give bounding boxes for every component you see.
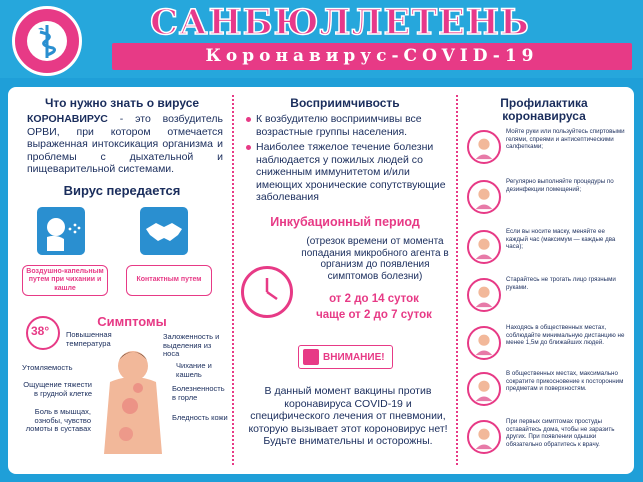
susceptibility-bullet-1: К возбудителю восприимчивы все возрастные группы населения. [256, 113, 422, 138]
incubation-heading: Инкубационный период [270, 215, 420, 229]
symptoms-heading: Симптомы [97, 314, 167, 329]
symptom-pain: Боль в мышцах, ознобы, чувство ломоты в суставах [25, 407, 91, 433]
face-touch-icon [467, 278, 501, 312]
transmission-airborne: Воздушно-капельным путем при чихании и кашле [22, 265, 108, 296]
divider-2 [456, 95, 458, 465]
header [0, 0, 643, 78]
man-illustration [92, 342, 174, 454]
disinfect-icon [467, 180, 501, 214]
logo-snake-icon [12, 6, 82, 76]
symptom-throat: Болезненность в горле [172, 384, 225, 402]
incubation-range-2: чаще от 2 до 7 суток [316, 309, 432, 321]
bullet-dot-2 [246, 145, 251, 150]
subtitle: Коронавирус-COVID-19 [205, 46, 539, 66]
virus-heading: Что нужно знать о вирусе [44, 96, 200, 110]
symptom-sneeze: Чихание и кашель [176, 361, 212, 379]
no-touch-icon [467, 372, 501, 406]
virus-intro-text: - это возбудитель ОРВИ, при котором отмечается выраженная интоксикация организма и проблемы с дыхательной и пищеварительной системами. [27, 113, 223, 175]
sneeze-icon [37, 207, 85, 255]
prevention-item-3: Если вы носите маску, меняйте ее каждый час (максимум — каждые два часа); [506, 228, 616, 250]
clock-icon [241, 266, 293, 318]
susceptibility-heading: Восприимчивость [290, 96, 400, 110]
symptom-fever: Повышенная температура [66, 330, 112, 348]
temp-badge: 38° [31, 324, 50, 338]
prevention-item-4: Старайтесь не трогать лицо грязными руками. [506, 276, 616, 291]
hand-wash-icon [467, 130, 501, 164]
symptom-nose: Заложенность и выделения из носа [163, 332, 220, 358]
prevention-heading-2: коронавируса [502, 109, 586, 123]
symptom-fatigue: Утомляемость [22, 363, 73, 372]
incubation-range-1: от 2 до 14 суток [329, 293, 419, 305]
handshake-icon [140, 207, 188, 255]
virus-intro [27, 113, 223, 176]
closing-note: В данный момент вакцины против коронавируса COVID-19 и специфического лечения от пневмонии, которую вызывает этот короновирус нет! Будьте внимательны и осторожны. [248, 385, 448, 447]
stay-home-icon [467, 420, 501, 454]
transmission-contact: Контактным путем [126, 265, 212, 296]
subtitle-bar [112, 43, 632, 70]
incubation-description: (отрезок времени от момента попадания микробного агента в организм до появления симптомов болезни) [301, 236, 449, 282]
hand-stop-icon [303, 349, 319, 365]
page-title: САНБЮЛЛЕТЕНЬ [150, 2, 530, 43]
susceptibility-bullet-2: Наиболее тяжелое течение болезни наблюдается у пожилых людей со сниженным иммунитетом и/или имеющих хронические сопутствующие заболевания [256, 141, 446, 203]
prevention-item-5: Находясь в общественных местах, соблюдайте минимальную дистанцию не менее 1,5м до ближайших людей. [506, 324, 625, 346]
prevention-item-2: Регулярно выполняйте процедуры по дезинфекции помещений; [506, 178, 614, 193]
prevention-item-6: В общественных местах, максимально сократите прикосновение к посторонним предметам и поверхностям. [506, 370, 624, 392]
prevention-item-7: При первых симптомах простуды оставайтесь дома, чтобы не заразить других. При появлении одышки обязательно обратитесь к врачу. [506, 418, 615, 448]
prevention-item-1: Мойте руки или пользуйтесь спиртовыми гелями, спреями и антисептическими салфетками; [506, 128, 625, 150]
divider-1 [232, 95, 234, 465]
thermometer-icon [26, 316, 60, 350]
bullet-dot-1 [246, 117, 251, 122]
attention-label: ВНИМАНИЕ! [323, 351, 385, 363]
symptom-chest: Ощущение тяжести в грудной клетке [23, 380, 92, 398]
virus-intro-bold: КОРОНАВИРУС [27, 113, 108, 125]
transmission-heading: Вирус передается [63, 183, 181, 198]
attention-badge [298, 345, 393, 369]
symptom-pale: Бледность кожи [172, 413, 228, 422]
prevention-heading-1: Профилактика [500, 96, 588, 110]
distance-icon [467, 326, 501, 360]
mask-icon [467, 230, 501, 264]
